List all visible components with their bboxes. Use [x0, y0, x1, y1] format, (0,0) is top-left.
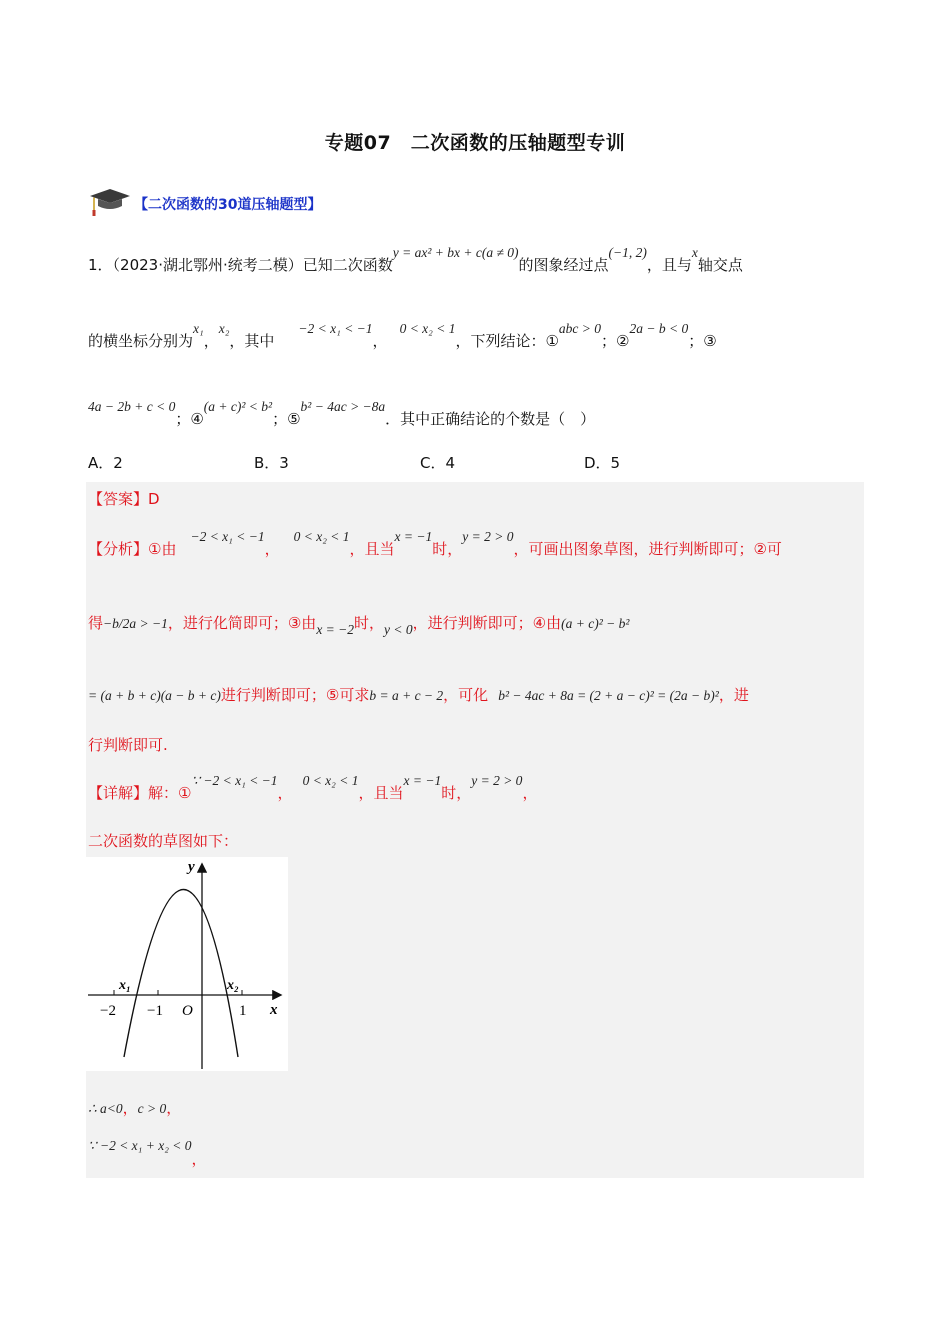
question-line-3 [88, 399, 596, 429]
y-value-formula: y = 2 > 0 [462, 529, 514, 544]
difference-of-squares-formula: (a + c)² − b² [561, 616, 630, 631]
analysis-text: ，进 [718, 686, 749, 704]
page-title: 专题07 二次函数的压轴题型专训 [324, 132, 626, 154]
factored-formula: = (a + b + c)(a − b + c) [88, 688, 221, 703]
x-axis-label: x [270, 1002, 278, 1018]
question-text: ；② [601, 332, 630, 350]
choice-c[interactable]: C．4 [420, 454, 456, 472]
question-text: 的横坐标分别为 [88, 332, 194, 350]
analysis-text: ，进行判断即可；④由 [412, 614, 562, 632]
conclusion-2-formula: 2a − b < 0 [629, 321, 689, 336]
question-text: ；⑤ [272, 410, 301, 428]
answer-value: D [148, 490, 160, 508]
question-text: ，其中 [229, 332, 275, 350]
detail-line-4 [88, 1134, 207, 1168]
x-value-formula: x = −1 [403, 773, 442, 788]
analysis-text: 得 [88, 614, 104, 632]
conclusion-1-formula: abc > 0 [558, 321, 602, 336]
origin-label: O [182, 1003, 193, 1019]
b-value-formula: b = a + c − 2 [369, 688, 444, 703]
detail-line-2: 二次函数的草图如下： [88, 832, 239, 850]
detail-line-1 [88, 773, 538, 803]
question-text: ．其中正确结论的个数是（ ） [385, 410, 596, 428]
discriminant-formula: b² − 4ac + 8a = (2 + a − c)² = (2a − b)² [498, 688, 719, 703]
analysis-line-4: 行判断即可. [88, 736, 168, 754]
question-text: ， [372, 332, 388, 350]
question-text: ；③ [688, 332, 717, 350]
conclusion-4-formula: (a + c)² < b² [203, 399, 273, 414]
x2-range-formula: 0 < x₂ < 1 [293, 529, 350, 544]
question-text: 轴交点 [697, 256, 743, 274]
detail-text: ， [166, 1099, 182, 1117]
x1-range-formula: −2 < x₁ < −1 [190, 529, 265, 544]
analysis-text: 进行判断即可；⑤可求 [220, 686, 370, 704]
detail-text: ，且当 [358, 784, 404, 802]
question-line-2 [88, 321, 717, 351]
question-number: 1． [88, 256, 113, 274]
detail-text: ， [122, 1099, 138, 1117]
x1-variable: x₁ [193, 321, 204, 336]
analysis-text: 【分析】①由 [88, 540, 177, 558]
analysis-text: 时， [354, 614, 385, 632]
x1-range-formula: ∵ −2 < x₁ < −1 [191, 773, 278, 788]
conclusion-3-formula: 4a − 2b + c < 0 [88, 399, 176, 414]
question-text: ，且与 [646, 256, 692, 274]
answer-line [88, 488, 160, 509]
x1-label: x₁ [119, 978, 131, 993]
x2-range-formula: 0 < x₂ < 1 [302, 773, 359, 788]
analysis-text: 时， [432, 540, 463, 558]
x2-range-formula: 0 < x₂ < 1 [399, 321, 456, 336]
analysis-text: ，进行化简即可；③由 [167, 614, 317, 632]
tick-label-one: 1 [239, 1003, 247, 1019]
section-label: 【二次函数的30道压轴题型】 [134, 197, 322, 213]
parabola-graph [86, 857, 288, 1071]
y-value-formula: y = 2 > 0 [471, 773, 523, 788]
graduation-cap-icon [88, 186, 132, 218]
detail-text: 【详解】解：① [88, 784, 192, 802]
choice-a[interactable]: A．2 [88, 454, 123, 472]
y-axis-label: y [188, 859, 195, 875]
analysis-text: ， [264, 540, 280, 558]
question-text: ， [203, 332, 219, 350]
analysis-text: ，且当 [349, 540, 395, 558]
axis-condition-formula: −b/2a > −1 [103, 616, 168, 631]
section-banner [88, 186, 321, 218]
question-text: ，下列结论：① [455, 332, 559, 350]
analysis-line-1 [88, 529, 782, 559]
x1-range-formula: −2 < x₁ < −1 [298, 321, 373, 336]
tick-label-minus-two: −2 [100, 1003, 116, 1019]
root-sum-formula: ∵ −2 < x₁ + x₂ < 0 [88, 1138, 192, 1153]
parabola-curve [124, 890, 238, 1058]
analysis-line-2 [88, 612, 630, 637]
parabola-sketch [86, 857, 288, 1071]
detail-line-3 [88, 1097, 181, 1118]
detail-text: ， [277, 784, 293, 802]
analysis-text: ，可化 [443, 686, 489, 704]
x2-label: x₂ [227, 978, 239, 993]
x-variable: x [691, 245, 698, 260]
choice-b[interactable]: B．3 [254, 454, 289, 472]
a-negative-formula: ∴ a<0 [88, 1101, 123, 1116]
x-minus-two-formula: x = −2 [316, 622, 355, 637]
choice-d[interactable]: D．5 [584, 454, 621, 472]
x-value-formula: x = −1 [394, 529, 433, 544]
c-positive-formula: c > 0 [137, 1101, 167, 1116]
tick-label-minus-one: −1 [147, 1003, 163, 1019]
question-text: 的图象经过点 [518, 256, 609, 274]
x2-variable: x₂ [218, 321, 230, 336]
answer-label: 【答案】 [88, 490, 149, 508]
question-source: （2023·湖北鄂州·统考二模）已知二次函数 [112, 256, 393, 274]
detail-text: ， [191, 1150, 207, 1168]
analysis-line-3 [88, 684, 749, 705]
analysis-text: ，可画出图象草图，进行判断即可；②可 [513, 540, 782, 558]
y-negative-formula: y < 0 [384, 622, 413, 637]
point-formula: (−1, 2) [608, 245, 647, 260]
question-line-1 [88, 245, 743, 275]
conclusion-5-formula: b² − 4ac > −8a [300, 399, 386, 414]
question-text: ；④ [175, 410, 204, 428]
detail-text: 时， [441, 784, 472, 802]
detail-text: ， [522, 784, 538, 802]
quadratic-function-formula: y = ax² + bx + c(a ≠ 0) [392, 245, 519, 260]
